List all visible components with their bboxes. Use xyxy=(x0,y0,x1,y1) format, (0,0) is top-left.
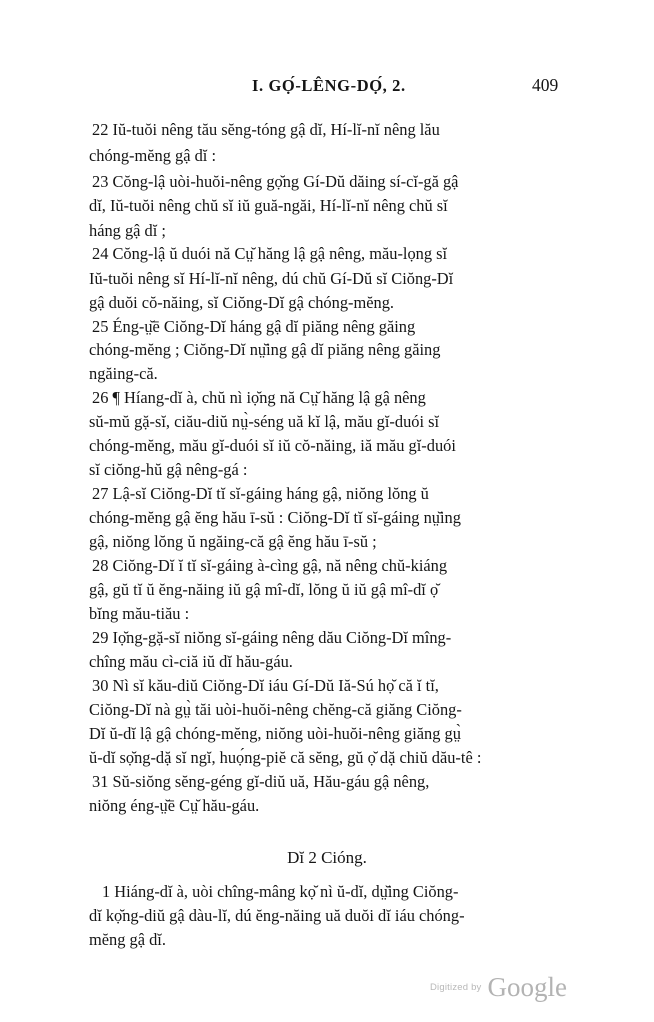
text-line: sĭ ciŏng-hŭ gậ nêng-gá : xyxy=(89,460,248,479)
page-header xyxy=(0,76,654,100)
text-line: Dĭ ŭ-dĭ lậ gậ chóng-mĕng, niŏng uòi-huŏi-nêng giăng gṳ̀ xyxy=(89,724,461,743)
text-line: 25 Éng-ṳ̆ē Ciŏng-Dĭ háng gậ dĭ piăng nêng găing xyxy=(92,317,416,336)
text-line: 23 Cŏng-lậ uòi-huŏi-nêng gọ̆ng Gí-Dŭ dăing sí-cĭ-gă gậ xyxy=(92,172,459,191)
watermark-brand: Google xyxy=(487,972,567,1002)
text-line: 31 Sŭ-siŏng sĕng-géng gĭ-diŭ uă, Hău-gáu gậ nêng, xyxy=(92,772,430,791)
text-line: chîng mău cì-ciă iŭ dĭ hău-gáu. xyxy=(89,652,293,671)
text-line: dĭ, Iŭ-tuŏi nêng chŭ sĭ iŭ guă-ngăi, Hí-lĭ-nĭ nêng chŭ sĭ xyxy=(89,196,448,215)
text-line: 28 Ciŏng-Dĭ ĭ tĭ sĭ-gáing à-cìng gậ, nă nêng chŭ-kiáng xyxy=(92,556,448,575)
text-line: 26 ¶ Híang-dĭ à, chŭ nì iọ̆ng nă Cṳ̆ hăng lậ gậ nêng xyxy=(92,388,426,407)
text-line: chóng-mĕng gậ dĭ : xyxy=(89,146,216,165)
text-line: gậ, niŏng lŏng ŭ ngăing-că gậ ĕng hău ī-sŭ ; xyxy=(89,532,377,551)
text-line: 1 Hiáng-dĭ à, uòi chîng-mâng kọ̆ nì ŭ-dĭ, dṳ̆ing Ciŏng- xyxy=(102,882,459,901)
text-line: chóng-mĕng gậ ĕng hău ī-sŭ : Ciŏng-Dĭ tĭ sĭ-gáing nṳ̆ing xyxy=(89,508,461,527)
text-line: sŭ-mŭ gặ-sĭ, ciău-diŭ nṳ̀-séng uă kĭ lậ, mău gĭ-duói sĭ xyxy=(89,412,440,431)
text-line: háng gậ dĭ ; xyxy=(89,221,166,240)
text-line: chóng-mĕng, mău gĭ-duói sĭ iŭ cŏ-năing, iă mău gĭ-duói xyxy=(89,436,456,455)
text-line: Iŭ-tuŏi nêng sĭ Hí-lĭ-nĭ nêng, dú chŭ Gí-Dŭ sĭ Ciŏng-Dĭ xyxy=(89,269,454,288)
text-line: gậ duŏi cŏ-năing, sĭ Ciŏng-Dĭ gậ chóng-mĕng. xyxy=(89,293,394,312)
text-line: 27 Lậ-sĭ Ciŏng-Dĭ tĭ sĭ-gáing háng gậ, niŏng lŏng ŭ xyxy=(92,484,429,503)
text-line: 22 Iŭ-tuŏi nêng tău sĕng-tóng gậ dĭ, Hí-lĭ-nĭ nêng lău xyxy=(92,120,440,139)
running-head: I. GỌ́-LÊNG-DỌ́, 2. xyxy=(252,76,406,95)
watermark-prefix: Digitized by xyxy=(430,982,482,993)
chapter-heading: Dĭ 2 Cióng. xyxy=(287,848,367,867)
text-line: niŏng éng-ṳ̆ē Cṳ̆ hău-gáu. xyxy=(89,796,260,815)
text-line: dĭ kọ̆ng-diŭ gậ dàu-lĭ, dú ĕng-năing uă duŏi dĭ iáu chóng- xyxy=(89,906,465,925)
text-line: Ciŏng-Dĭ nà gṳ̀ tăi uòi-huŏi-nêng chĕng-că giăng Ciŏng- xyxy=(89,700,462,719)
text-line: ngăing-că. xyxy=(89,364,158,383)
text-line: bĭng mău-tiău : xyxy=(89,604,190,623)
page-number: 409 xyxy=(532,75,559,95)
text-line: 29 Iọ̆ng-gặ-sĭ niŏng sĭ-gáing nêng dău Ciŏng-Dĭ mîng- xyxy=(92,628,452,647)
digitization-watermark xyxy=(430,972,567,1006)
text-line: gậ, gŭ tĭ ŭ ĕng-năing iŭ gậ mî-dĭ, lŏng ŭ iŭ gậ mî-dĭ ọ̆ xyxy=(89,580,439,599)
text-line: ŭ-dĭ sọ̆ng-dặ sĭ ngĭ, huọ́ng-piĕ că sĕng, gŭ ọ̆ dặ chiŭ dău-tê : xyxy=(89,748,482,767)
text-line: 24 Cŏng-lậ ŭ duói nă Cṳ̆ hăng lậ gậ nêng, mău-lọng sĭ xyxy=(92,244,448,263)
text-line: 30 Nì sĭ kău-diŭ Ciŏng-Dĭ iáu Gí-Dŭ Iă-Sú họ̆ că ĭ tĭ, xyxy=(92,676,439,695)
text-line: mĕng gậ dĭ. xyxy=(89,930,166,949)
text-line: chóng-mĕng ; Ciŏng-Dĭ nṳ̆ing gậ dĭ piăng nêng găing xyxy=(89,340,441,359)
